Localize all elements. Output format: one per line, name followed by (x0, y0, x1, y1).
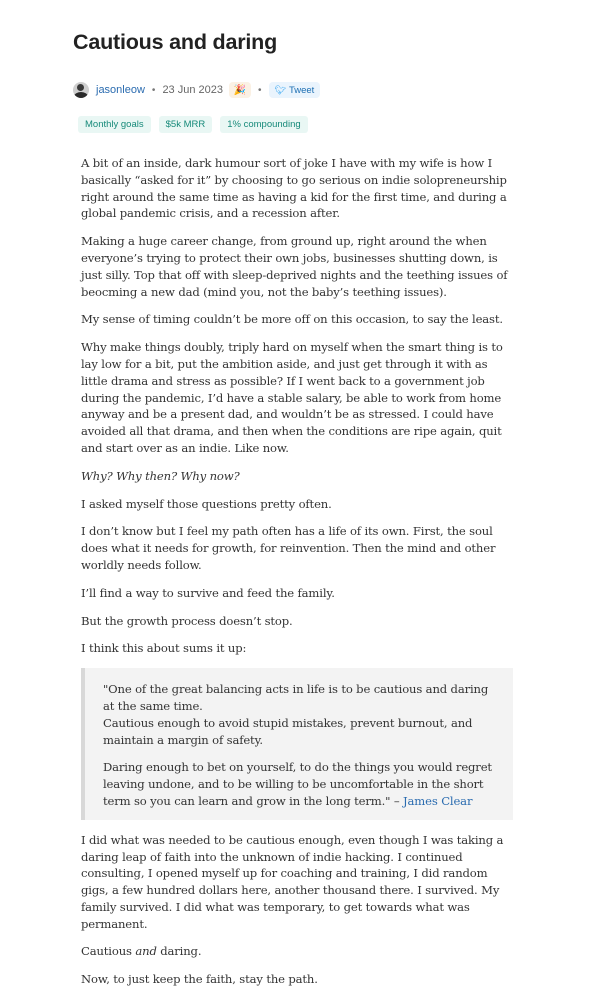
paragraph: A bit of an inside, dark humour sort of joke I have with my wife is how I basically “asked for it” by choosing to go serious on indie solopreneurship right around the same time as having a kid for the first time, and during a global pandemic crisis, and a recession after. (81, 156, 507, 221)
author-link[interactable]: jasonleow (96, 84, 145, 96)
quote-attribution-link[interactable]: James Clear (403, 793, 473, 808)
quote-line-2: Cautious enough to avoid stupid mistakes, prevent burnout, and maintain a margin of safety. (103, 715, 473, 747)
meta-separator-2: • (258, 84, 262, 96)
paragraph: My sense of timing couldn’t be more off on this occasion, to say the least. (81, 312, 503, 327)
party-popper-icon[interactable]: 🎉 (229, 82, 251, 98)
meta-separator: • (151, 84, 156, 96)
italic-text: Why? Why then? Why now? (81, 468, 240, 483)
avatar-head-shape (77, 84, 84, 91)
post-title: Cautious and daring (73, 30, 278, 54)
italic-text: and (135, 944, 157, 959)
quote-line-3: Daring enough to bet on yourself, to do the things you would regret leaving undone, and to be willing to be uncomfortable in the short term so you can learn and grow in the long term." – (103, 760, 492, 808)
tag-list (78, 116, 308, 133)
text-span: daring. (156, 944, 202, 959)
avatar-body-shape (74, 92, 88, 98)
text-span: Cautious (81, 944, 136, 959)
tweet-label: Tweet (288, 84, 315, 96)
twitter-bird-icon: 🐦︎ (274, 84, 286, 95)
paragraph: But the growth process doesn’t stop. (81, 613, 293, 628)
paragraph: I think this about sums it up: (81, 641, 247, 656)
tweet-button[interactable] (269, 82, 321, 98)
paragraph: I did what was needed to be cautious enough, even though I was taking a daring leap of faith into the unknown of indie hacking. I continued consulting, I opened myself up for coaching and training, I did random gigs, a few hundred dollars here, another thousand there. I survived. My family survived. I did what was temporary, to get towards what was permanent. (81, 832, 504, 931)
paragraph: Why make things doubly, triply hard on myself when the smart thing is to lay low for a bit, put the ambition aside, and just get through it with as little drama and stress as possible? If I went back to a government job during the pandemic, I’d have a stable salary, be able to work from home anyway and be a present dad, and wouldn’t be as stressed. I could have avoided all that drama, and then when the conditions are ripe again, quit and start over as an indie. Like now. (81, 340, 503, 455)
paragraph: I asked myself those questions pretty often. (81, 496, 332, 511)
tag-5k-mrr[interactable]: $5k MRR (159, 116, 213, 133)
paragraph: I don’t know but I feel my path often has a life of its own. First, the soul does what it needs for growth, for reinvention. Then the mind and other worldly needs follow. (81, 524, 496, 572)
post-date: 23 Jun 2023 (162, 84, 223, 96)
quote-paragraph (103, 681, 495, 748)
paragraph: Now, to just keep the faith, stay the path. (81, 972, 318, 987)
tag-monthly-goals[interactable]: Monthly goals (78, 116, 151, 133)
tag-1-percent-compounding[interactable]: 1% compounding (220, 116, 307, 133)
paragraph: Making a huge career change, from ground up, right around the when everyone’s trying to protect their own jobs, businesses shutting down, is just silly. Top that off with sleep-deprived nights and the teething issues of beocming a new dad (mind you, not the baby’s teething issues). (81, 234, 508, 299)
paragraph (81, 943, 513, 960)
quote-line-1: "One of the great balancing acts in life is to be cautious and daring at the same time. (103, 682, 489, 713)
post-meta (73, 80, 320, 100)
paragraph: I’ll find a way to survive and feed the family. (81, 585, 335, 600)
quote-paragraph (103, 759, 495, 809)
quote-block (81, 668, 513, 820)
paragraph-italic (81, 468, 513, 485)
author-avatar[interactable] (73, 82, 89, 98)
post-body (81, 155, 513, 999)
